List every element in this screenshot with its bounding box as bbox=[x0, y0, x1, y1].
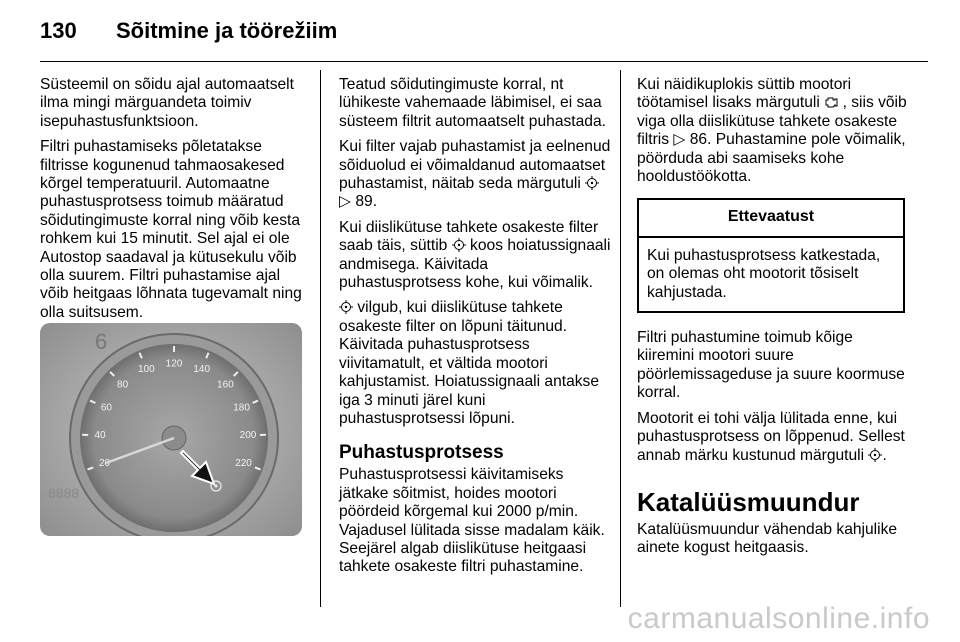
column-2 bbox=[339, 76, 611, 584]
column-divider-1 bbox=[320, 70, 321, 607]
paragraph: Teatud sõidutingimuste korral, nt lühikeste vahemaade läbimisel, ei saa süsteem filtrit automaatselt puhastada. bbox=[339, 76, 606, 130]
paragraph: vilgub, kui diislikütuse tahkete osakeste filter on lõpuni täitunud. Käivitada puhastusprotsess viivitamatult, et vältida mootori kahjustamist. Hoiatussignaali antakse iga 3 minuti järel kuni puhastusprotsessi lõpuni. bbox=[339, 299, 600, 427]
section-heading: Puhastusprotsess bbox=[339, 442, 504, 464]
caution-text: Kui puhastusprotsess katkestada, on olemas oht mootorit tõsiselt kahjustada. bbox=[647, 246, 881, 301]
speed-tick-label: 220 bbox=[235, 457, 252, 469]
header-rule bbox=[40, 61, 928, 62]
decorative-digit: 6 bbox=[95, 329, 108, 354]
paragraph: Filtri puhastamiseks põletatakse filtrisse kogunenud tahmaosakesed kõrgel temperatuuril. Automaatne puhastusprotsess toimub määratud sõidutingimuste korral ning võib kesta rohkem kui 15 minutit. Sel ajal ei ole Autostop saadaval ja kütusekulu võib olla suurem. Filtri puhastamise ajal võib heitgaas lõhnata tugevamalt ning olla suitsusem. bbox=[40, 138, 302, 321]
column-1 bbox=[40, 76, 312, 329]
column-divider-2 bbox=[620, 70, 621, 607]
speed-tick-label: 100 bbox=[137, 364, 155, 376]
speedometer-illustration bbox=[40, 323, 302, 536]
page-header bbox=[40, 18, 337, 44]
page-reference-icon: ▷ bbox=[673, 131, 686, 149]
caution-box bbox=[637, 198, 905, 313]
paragraph: Katalüüsmuundur vähendab kahjulike ainete kogust heitgaasis. bbox=[637, 520, 898, 557]
paragraph: Kui diislikütuse tahkete osakeste filter saab täis, süttib koos hoiatussignaali andmisega. Käivitada puhastusprotsess kohe, kui võimalik. bbox=[339, 218, 611, 292]
speed-tick-label: 160 bbox=[217, 379, 234, 391]
engine-check-icon bbox=[824, 95, 838, 109]
speed-tick-label: 80 bbox=[117, 379, 129, 391]
paragraph: Filtri puhastumine toimub kõige kiiremini mootori suure pöörlemissageduse ja suure koormuse korral. bbox=[637, 329, 905, 402]
paragraph: Kui filter vajab puhastamist ja eelnenud sõiduolud ei võimaldanud automaatset puhastamist, näitab seda märgutuli ▷ 89. bbox=[339, 138, 611, 211]
page-reference-icon: ▷ bbox=[339, 193, 351, 211]
caution-title: Ettevaatust bbox=[639, 200, 903, 237]
watermark: carmanualsonline.info bbox=[627, 602, 930, 635]
filter-warning-icon bbox=[868, 448, 882, 462]
paragraph: Kui näidikuplokis süttib mootori töötamisel lisaks märgutuli , siis võib viga olla diislikütuse tahkete osakeste filtris ▷ 86. Puhastamine pole võimalik, pöörduda abi saamiseks kohe hooldustöökotta. bbox=[637, 76, 907, 186]
speed-tick-label: 200 bbox=[239, 430, 257, 442]
decorative-digit: 8888 bbox=[48, 485, 80, 501]
speedometer-photo bbox=[40, 323, 302, 536]
section-heading: Katalüüsmuundur bbox=[637, 486, 860, 517]
speed-tick-label: 20 bbox=[98, 457, 111, 469]
filter-warning-icon bbox=[585, 176, 599, 190]
paragraph: Mootorit ei tohi välja lülitada enne, kui puhastusprotsess on lõppenud. Sellest annab märku kustunud märgutuli . bbox=[637, 409, 905, 464]
speed-tick-label: 140 bbox=[193, 364, 211, 376]
filter-warning-icon bbox=[339, 300, 353, 314]
page-number: 130 bbox=[40, 18, 77, 43]
paragraph: Süsteemil on sõidu ajal automaatselt ilma mingi märguandeta toimiv isepuhastusfunktsioon. bbox=[40, 76, 294, 130]
page-title: Sõitmine ja töörežiim bbox=[116, 18, 338, 43]
column-3 bbox=[637, 76, 909, 565]
speed-tick-label: 180 bbox=[233, 402, 250, 414]
speed-tick-label: 40 bbox=[94, 430, 106, 442]
speed-tick-label: 60 bbox=[100, 402, 112, 414]
speed-tick-label: 120 bbox=[165, 358, 183, 370]
paragraph: Puhastusprotsessi käivitamiseks jätkake sõitmist, hoides mootori pöördeid kõrgemal kui 2000 p/min. Vajadusel lülitada sisse madalam käik. Seejärel algab diislikütuse heitgaasi tahkete osakeste filtri puhastamine. bbox=[339, 466, 605, 576]
filter-warning-icon bbox=[452, 238, 466, 252]
